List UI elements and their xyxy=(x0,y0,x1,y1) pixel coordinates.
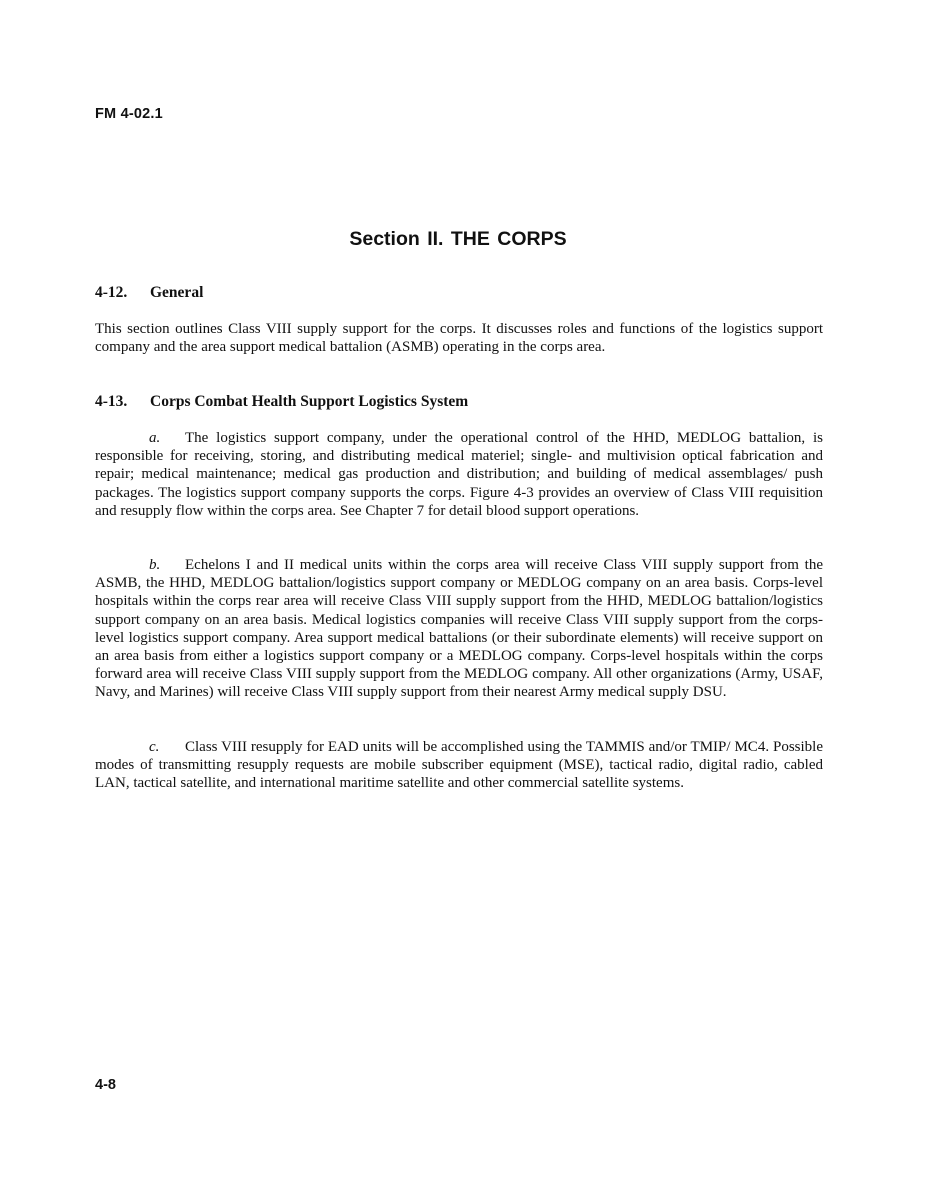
subparagraph-letter: c. xyxy=(149,739,160,755)
paragraph-title: Corps Combat Health Support Logistics System xyxy=(150,393,469,410)
running-header: FM 4-02.1 xyxy=(95,106,163,122)
subparagraph-text: The logistics support company, under the operational control of the HHD, MEDLOG battalion, is responsible for receiving, storing, and distributing medical materiel; single- and multivision optical fabrication and repair; medical maintenance; medical gas production and distribution; and building of medical assemblages/ push packages. The logistics support company supports the corps. Figure 4-3 provides an overview of Class VIII requisition and resupply flow within the corps area. See Chapter 7 for detail blood support operations. xyxy=(95,430,823,519)
paragraph-title: General xyxy=(150,284,204,301)
paragraph-number: 4-13. xyxy=(95,393,128,410)
subparagraph-b xyxy=(95,556,823,702)
paragraph-body-4-12: This section outlines Class VIII supply support for the corps. It discusses roles and functions of the logistics support company and the area support medical battalion (ASMB) operating in the corps area. xyxy=(95,321,823,356)
paragraph-number: 4-12. xyxy=(95,284,128,301)
page-number: 4-8 xyxy=(95,1077,116,1093)
subparagraph-c xyxy=(95,738,823,793)
paragraph-heading-4-13 xyxy=(95,393,468,411)
subparagraph-letter: b. xyxy=(149,557,161,573)
section-title: Section II. THE CORPS xyxy=(349,228,567,250)
paragraph-heading-4-12 xyxy=(95,284,203,302)
subparagraph-a xyxy=(95,429,823,520)
subparagraph-letter: a. xyxy=(149,430,161,446)
subparagraph-text: Class VIII resupply for EAD units will be accomplished using the TAMMIS and/or TMIP/ MC4. Possible modes of transmitting resupply requests are mobile subscriber equipment (MSE), tactical radio, digital radio, cabled LAN, tactical satellite, and international maritime satellite and other commercial satellite systems. xyxy=(95,739,823,792)
subparagraph-text: Echelons I and II medical units within the corps area will receive Class VIII supply support from the ASMB, the HHD, MEDLOG battalion/logistics support company or MEDLOG company on an area basis. Corps-level hospitals within the corps rear area will receive Class VIII supply support from the HHD, MEDLOG battalion/logistics support company on an area basis. Medical logistics companies will receive Class VIII supply support from the corps-level logistics support company. Area support medical battalions (or their subordinate elements) will receive support on an area basis from either a logistics support company or a MEDLOG company. Corps-level hospitals within the corps forward area will receive Class VIII supply support from the MEDLOG company. All other organizations (Army, USAF, Navy, and Marines) will receive Class VIII supply support from their nearest Army medical supply DSU. xyxy=(95,557,823,701)
